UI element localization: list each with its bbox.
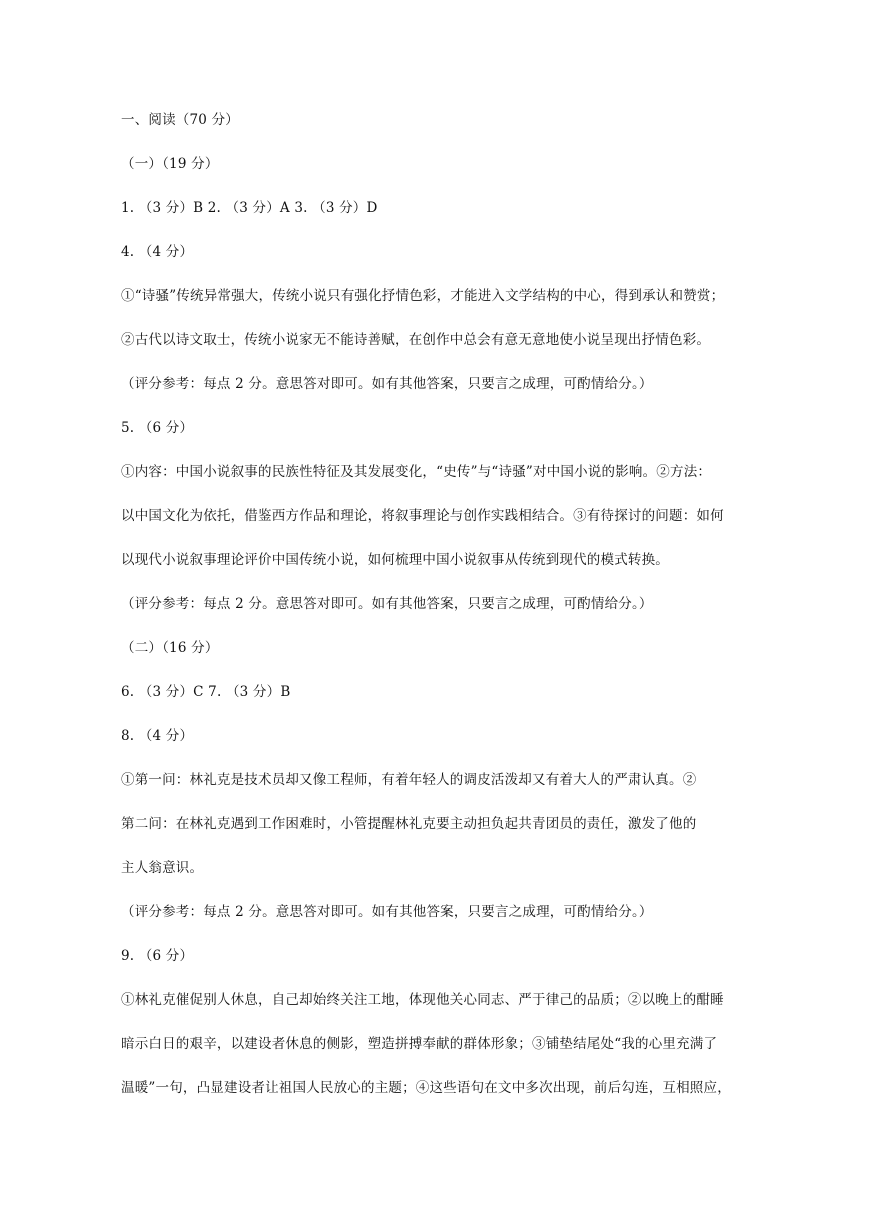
answer-text-line: ②古代以诗文取士，传统小说家无不能诗善赋，在创作中总会有意无意地使小说呈现出抒情色彩。 bbox=[121, 332, 711, 348]
answer-text-line: ①林礼克催促别人休息，自己却始终关注工地，体现他关心同志、严于律己的品质；②以晚上的酣睡 bbox=[121, 992, 724, 1008]
answer-text-line: ①“诗骚”传统异常强大，传统小说只有强化抒情色彩，才能进入文学结构的中心，得到承认和赞赏； bbox=[121, 288, 725, 304]
scoring-note: （评分参考：每点 2 分。意思答对即可。如有其他答案，只要言之成理，可酌情给分。） bbox=[121, 376, 653, 392]
answer-text-line: 以现代小说叙事理论评价中国传统小说，如何梳理中国小说叙事从传统到现代的模式转换。 bbox=[121, 552, 669, 568]
answer-text-line: 主人翁意识。 bbox=[121, 860, 204, 876]
answer-text-line: 温暖”一句，凸显建设者让祖国人民放心的主题；④这些语句在文中多次出现，前后勾连，互相照应， bbox=[121, 1080, 731, 1096]
question-number: 5. （6 分） bbox=[121, 420, 194, 436]
answer-line: 6. （3 分）C 7. （3 分）B bbox=[121, 684, 291, 700]
answer-text-line: 暗示白日的艰辛，以建设者休息的侧影，塑造拼搏奉献的群体形象；③铺垫结尾处“我的心里充满了 bbox=[121, 1036, 718, 1052]
subsection-heading: （二）（16 分） bbox=[121, 640, 219, 656]
answer-line: 1. （3 分）B 2. （3 分）A 3. （3 分）D bbox=[121, 200, 378, 216]
subsection-heading: （一）（19 分） bbox=[121, 156, 219, 172]
answer-text-line: ①内容：中国小说叙事的民族性特征及其发展变化，“史传”与“诗骚”对中国小说的影响。②方法： bbox=[121, 464, 712, 480]
question-number: 8. （4 分） bbox=[121, 728, 194, 744]
scoring-note: （评分参考：每点 2 分。意思答对即可。如有其他答案，只要言之成理，可酌情给分。） bbox=[121, 596, 653, 612]
answer-text-line: 第二问：在林礼克遇到工作困难时，小管提醒林礼克要主动担负起共青团员的责任，激发了他的 bbox=[121, 816, 697, 832]
scoring-note: （评分参考：每点 2 分。意思答对即可。如有其他答案，只要言之成理，可酌情给分。） bbox=[121, 904, 653, 920]
answer-text-line: 以中国文化为依托，借鉴西方作品和理论，将叙事理论与创作实践相结合。③有待探讨的问题：如何 bbox=[121, 508, 724, 524]
section-heading: 一、阅读（70 分） bbox=[121, 112, 239, 128]
question-number: 4. （4 分） bbox=[121, 244, 194, 260]
question-number: 9. （6 分） bbox=[121, 948, 194, 964]
answer-text-line: ①第一问：林礼克是技术员却又像工程师，有着年轻人的调皮活泼却又有着大人的严肃认真。② bbox=[121, 772, 697, 788]
